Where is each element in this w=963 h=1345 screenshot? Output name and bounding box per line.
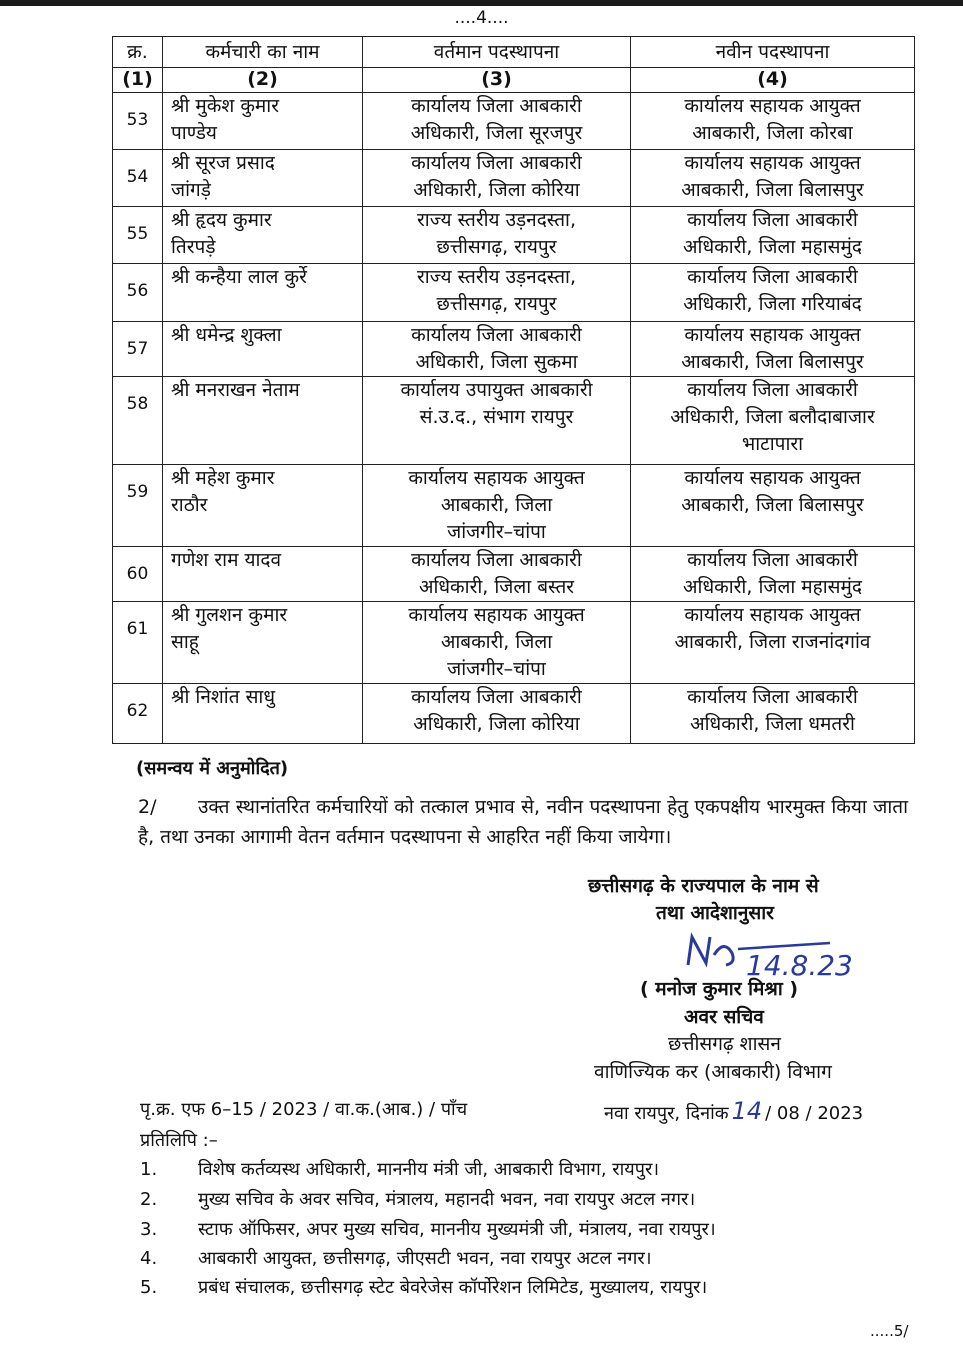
row-current-posting-line: सं.उ.द., संभाग रायपुर xyxy=(419,406,574,428)
place-date-prefix: नवा रायपुर, दिनांक xyxy=(604,1103,729,1124)
row-serial: 57 xyxy=(113,322,163,377)
row-current-posting-line: अधिकारी, जिला कोरिया xyxy=(413,179,580,201)
row-serial: 60 xyxy=(113,547,163,602)
copy-to-item xyxy=(140,1275,707,1299)
row-current-posting-line: कार्यालय जिला आबकारी xyxy=(411,152,582,174)
row-current-posting-line: जांजगीर–चांपा xyxy=(447,658,546,680)
row-employee-name xyxy=(163,322,363,377)
table-row xyxy=(113,684,915,744)
handwritten-day: 14 xyxy=(731,1097,763,1125)
row-serial: 59 xyxy=(113,465,163,547)
row-new-posting-line: कार्यालय जिला आबकारी xyxy=(687,266,858,288)
row-employee-name xyxy=(163,150,363,207)
copy-to-item-text: स्टाफ ऑफिसर, अपर मुख्य सचिव, माननीय मुख्यमंत्री जी, मंत्रालय, नवा रायपुर। xyxy=(198,1219,716,1240)
row-serial: 58 xyxy=(113,377,163,465)
row-new-posting xyxy=(631,93,915,150)
page-marker-bottom: .....5/ xyxy=(870,1322,909,1340)
row-current-posting xyxy=(363,465,631,547)
row-current-posting-line: आबकारी, जिला xyxy=(440,494,553,516)
copy-to-item-text: विशेष कर्तव्यस्थ अधिकारी, माननीय मंत्री जी, आबकारी विभाग, रायपुर। xyxy=(198,1159,660,1180)
row-current-posting-line: कार्यालय उपायुक्त आबकारी xyxy=(400,379,593,401)
row-employee-name-line: श्री हृदय कुमार xyxy=(171,209,272,231)
signature-authority-line: छत्तीसगढ़ के राज्यपाल के नाम से xyxy=(588,875,819,897)
row-employee-name-line: श्री मनराखन नेताम xyxy=(171,379,300,401)
row-new-posting-line: कार्यालय सहायक आयुक्त xyxy=(684,95,861,117)
row-new-posting xyxy=(631,207,915,264)
row-current-posting-line: छत्तीसगढ़, रायपुर xyxy=(436,236,557,258)
table-row xyxy=(113,207,915,264)
row-employee-name-line: श्री गुलशन कुमार xyxy=(171,604,288,626)
header-serial: क्र. xyxy=(113,37,163,68)
reference-number: पृ.क्र. एफ 6–15 / 2023 / वा.क.(आब.) / पाँच xyxy=(140,1099,468,1120)
row-new-posting-line: अधिकारी, जिला धमतरी xyxy=(690,713,855,735)
copy-to-item-number: 2. xyxy=(140,1189,158,1210)
row-current-posting xyxy=(363,602,631,684)
row-current-posting xyxy=(363,207,631,264)
table-row xyxy=(113,93,915,150)
row-new-posting-line: कार्यालय सहायक आयुक्त xyxy=(684,324,861,346)
transfer-table xyxy=(112,36,915,744)
page-marker-top: ....4.... xyxy=(454,8,509,28)
signature-order-line: तथा आदेशानुसार xyxy=(656,902,774,924)
row-new-posting xyxy=(631,264,915,322)
row-current-posting-line: कार्यालय सहायक आयुक्त xyxy=(408,467,585,489)
row-new-posting-line: कार्यालय सहायक आयुक्त xyxy=(684,152,861,174)
row-employee-name-line: पाण्डेय xyxy=(171,122,217,144)
row-serial: 55 xyxy=(113,207,163,264)
paragraph-2-number: 2/ xyxy=(138,796,157,818)
row-current-posting-line: राज्य स्तरीय उड़नदस्ता, xyxy=(417,266,576,288)
table-body xyxy=(113,93,915,744)
row-serial: 56 xyxy=(113,264,163,322)
row-employee-name xyxy=(163,207,363,264)
copy-to-item-number: 3. xyxy=(140,1219,158,1240)
row-new-posting-line: कार्यालय सहायक आयुक्त xyxy=(684,467,861,489)
row-employee-name-line: गणेश राम यादव xyxy=(171,549,282,571)
row-current-posting-line: जांजगीर–चांपा xyxy=(447,521,546,543)
signatory-government: छत्तीसगढ़ शासन xyxy=(668,1033,781,1055)
row-current-posting xyxy=(363,547,631,602)
signatory-department: वाणिज्यिक कर (आबकारी) विभाग xyxy=(594,1061,832,1083)
copy-to-item xyxy=(140,1246,652,1270)
row-employee-name-line: श्री निशांत साधु xyxy=(171,686,276,708)
row-employee-name xyxy=(163,465,363,547)
row-new-posting-line: अधिकारी, जिला बलौदाबाजार xyxy=(670,406,875,428)
table-row xyxy=(113,547,915,602)
row-new-posting xyxy=(631,602,915,684)
row-employee-name-line: श्री धमेन्द्र शुक्ला xyxy=(171,324,282,346)
table-row xyxy=(113,377,915,465)
row-employee-name-line: श्री मुकेश कुमार xyxy=(171,95,279,117)
row-current-posting-line: आबकारी, जिला xyxy=(440,631,553,653)
row-employee-name xyxy=(163,602,363,684)
copy-to-item-number: 4. xyxy=(140,1248,158,1269)
paragraph-2 xyxy=(138,792,908,852)
row-employee-name-line: श्री सूरज प्रसाद xyxy=(171,152,275,174)
row-current-posting-line: अधिकारी, जिला सूरजपुर xyxy=(410,122,583,144)
col-number-3: (3) xyxy=(363,68,631,93)
row-current-posting-line: अधिकारी, जिला कोरिया xyxy=(413,713,580,735)
row-new-posting-line: आबकारी, जिला बिलासपुर xyxy=(681,351,864,373)
approved-note: (समन्वय में अनुमोदित) xyxy=(136,758,289,779)
copy-to-item-text: प्रबंध संचालक, छत्तीसगढ़ स्टेट बेवरेजेस कॉर्पोरेशन लिमिटेड, मुख्यालय, रायपुर। xyxy=(198,1277,708,1298)
table-row xyxy=(113,264,915,322)
row-current-posting xyxy=(363,322,631,377)
row-new-posting-line: अधिकारी, जिला गरियाबंद xyxy=(683,293,862,315)
signatory-name: ( मनोज कुमार मिश्रा ) xyxy=(640,978,799,1000)
copy-to-item-text: आबकारी आयुक्त, छत्तीसगढ़, जीएसटी भवन, नवा रायपुर अटल नगर। xyxy=(198,1248,652,1269)
row-current-posting-line: छत्तीसगढ़, रायपुर xyxy=(436,293,557,315)
col-number-4: (4) xyxy=(631,68,915,93)
header-current-posting: वर्तमान पदस्थापना xyxy=(363,37,631,68)
row-new-posting xyxy=(631,150,915,207)
row-current-posting-line: कार्यालय जिला आबकारी xyxy=(411,324,582,346)
handwritten-date: 14.8.23 xyxy=(746,949,853,982)
row-employee-name-line: श्री कन्हैया लाल कुर्रे xyxy=(171,266,307,288)
scan-top-edge xyxy=(0,0,963,6)
row-new-posting-line: आबकारी, जिला राजनांदगांव xyxy=(674,631,871,653)
row-current-posting xyxy=(363,377,631,465)
row-new-posting-line: अधिकारी, जिला महासमुंद xyxy=(683,236,862,258)
copy-to-item-number: 1. xyxy=(140,1159,158,1180)
row-employee-name-line: श्री महेश कुमार xyxy=(171,467,275,489)
copy-to-item-text: मुख्य सचिव के अवर सचिव, मंत्रालय, महानदी भवन, नवा रायपुर अटल नगर। xyxy=(198,1189,696,1210)
row-employee-name xyxy=(163,93,363,150)
row-serial: 54 xyxy=(113,150,163,207)
row-new-posting xyxy=(631,684,915,744)
row-employee-name xyxy=(163,377,363,465)
row-current-posting-line: कार्यालय जिला आबकारी xyxy=(411,95,582,117)
table-column-number-row xyxy=(113,68,915,93)
header-employee-name: कर्मचारी का नाम xyxy=(163,37,363,68)
row-new-posting-line: कार्यालय जिला आबकारी xyxy=(687,549,858,571)
row-current-posting xyxy=(363,150,631,207)
table-row xyxy=(113,322,915,377)
row-new-posting-line: अधिकारी, जिला महासमुंद xyxy=(683,576,862,598)
copy-to-label: प्रतिलिपि :– xyxy=(140,1130,218,1151)
table-row xyxy=(113,150,915,207)
place-date xyxy=(604,1097,863,1125)
row-new-posting-line: कार्यालय जिला आबकारी xyxy=(687,209,858,231)
row-current-posting-line: कार्यालय जिला आबकारी xyxy=(411,549,582,571)
row-serial: 62 xyxy=(113,684,163,744)
row-new-posting-line: आबकारी, जिला कोरबा xyxy=(692,122,853,144)
table-row xyxy=(113,602,915,684)
copy-to-item xyxy=(140,1187,695,1211)
copy-to-item xyxy=(140,1157,659,1181)
row-current-posting-line: अधिकारी, जिला सुकमा xyxy=(415,351,578,373)
row-serial: 53 xyxy=(113,93,163,150)
table-row xyxy=(113,465,915,547)
row-serial: 61 xyxy=(113,602,163,684)
copy-to-item-number: 5. xyxy=(140,1277,158,1298)
row-new-posting-line: भाटापारा xyxy=(741,433,804,455)
row-new-posting xyxy=(631,547,915,602)
row-new-posting xyxy=(631,465,915,547)
row-new-posting xyxy=(631,322,915,377)
row-new-posting-line: कार्यालय सहायक आयुक्त xyxy=(684,604,861,626)
row-employee-name-line: साहू xyxy=(171,631,199,653)
col-number-1: (1) xyxy=(113,68,163,93)
paragraph-2-text: उक्त स्थानांतरित कर्मचारियों को तत्काल प्रभाव से, नवीन पदस्थापना हेतु एकपक्षीय भारमुक्त किया जाता है, तथा उनका आगामी वेतन वर्तमान पदस्थापना से आहरित नहीं किया जायेगा। xyxy=(138,796,908,848)
signatory-designation: अवर सचिव xyxy=(684,1006,764,1028)
row-employee-name xyxy=(163,547,363,602)
header-new-posting: नवीन पदस्थापना xyxy=(631,37,915,68)
row-current-posting xyxy=(363,93,631,150)
col-number-2: (2) xyxy=(163,68,363,93)
row-current-posting xyxy=(363,684,631,744)
row-new-posting xyxy=(631,377,915,465)
row-current-posting-line: कार्यालय सहायक आयुक्त xyxy=(408,604,585,626)
row-new-posting-line: कार्यालय जिला आबकारी xyxy=(687,686,858,708)
row-employee-name-line: जांगड़े xyxy=(171,179,211,201)
row-current-posting-line: कार्यालय जिला आबकारी xyxy=(411,686,582,708)
row-current-posting-line: राज्य स्तरीय उड़नदस्ता, xyxy=(417,209,576,231)
row-new-posting-line: आबकारी, जिला बिलासपुर xyxy=(681,494,864,516)
date-month-year: / 08 / 2023 xyxy=(765,1103,864,1124)
row-current-posting-line: अधिकारी, जिला बस्तर xyxy=(418,576,575,598)
row-current-posting xyxy=(363,264,631,322)
row-new-posting-line: कार्यालय जिला आबकारी xyxy=(687,379,858,401)
table-header-row xyxy=(113,37,915,68)
row-employee-name xyxy=(163,264,363,322)
row-employee-name-line: तिरपड़े xyxy=(171,236,216,258)
row-employee-name xyxy=(163,684,363,744)
copy-to-item xyxy=(140,1217,716,1241)
row-employee-name-line: राठौर xyxy=(171,494,208,516)
row-new-posting-line: आबकारी, जिला बिलासपुर xyxy=(681,179,864,201)
